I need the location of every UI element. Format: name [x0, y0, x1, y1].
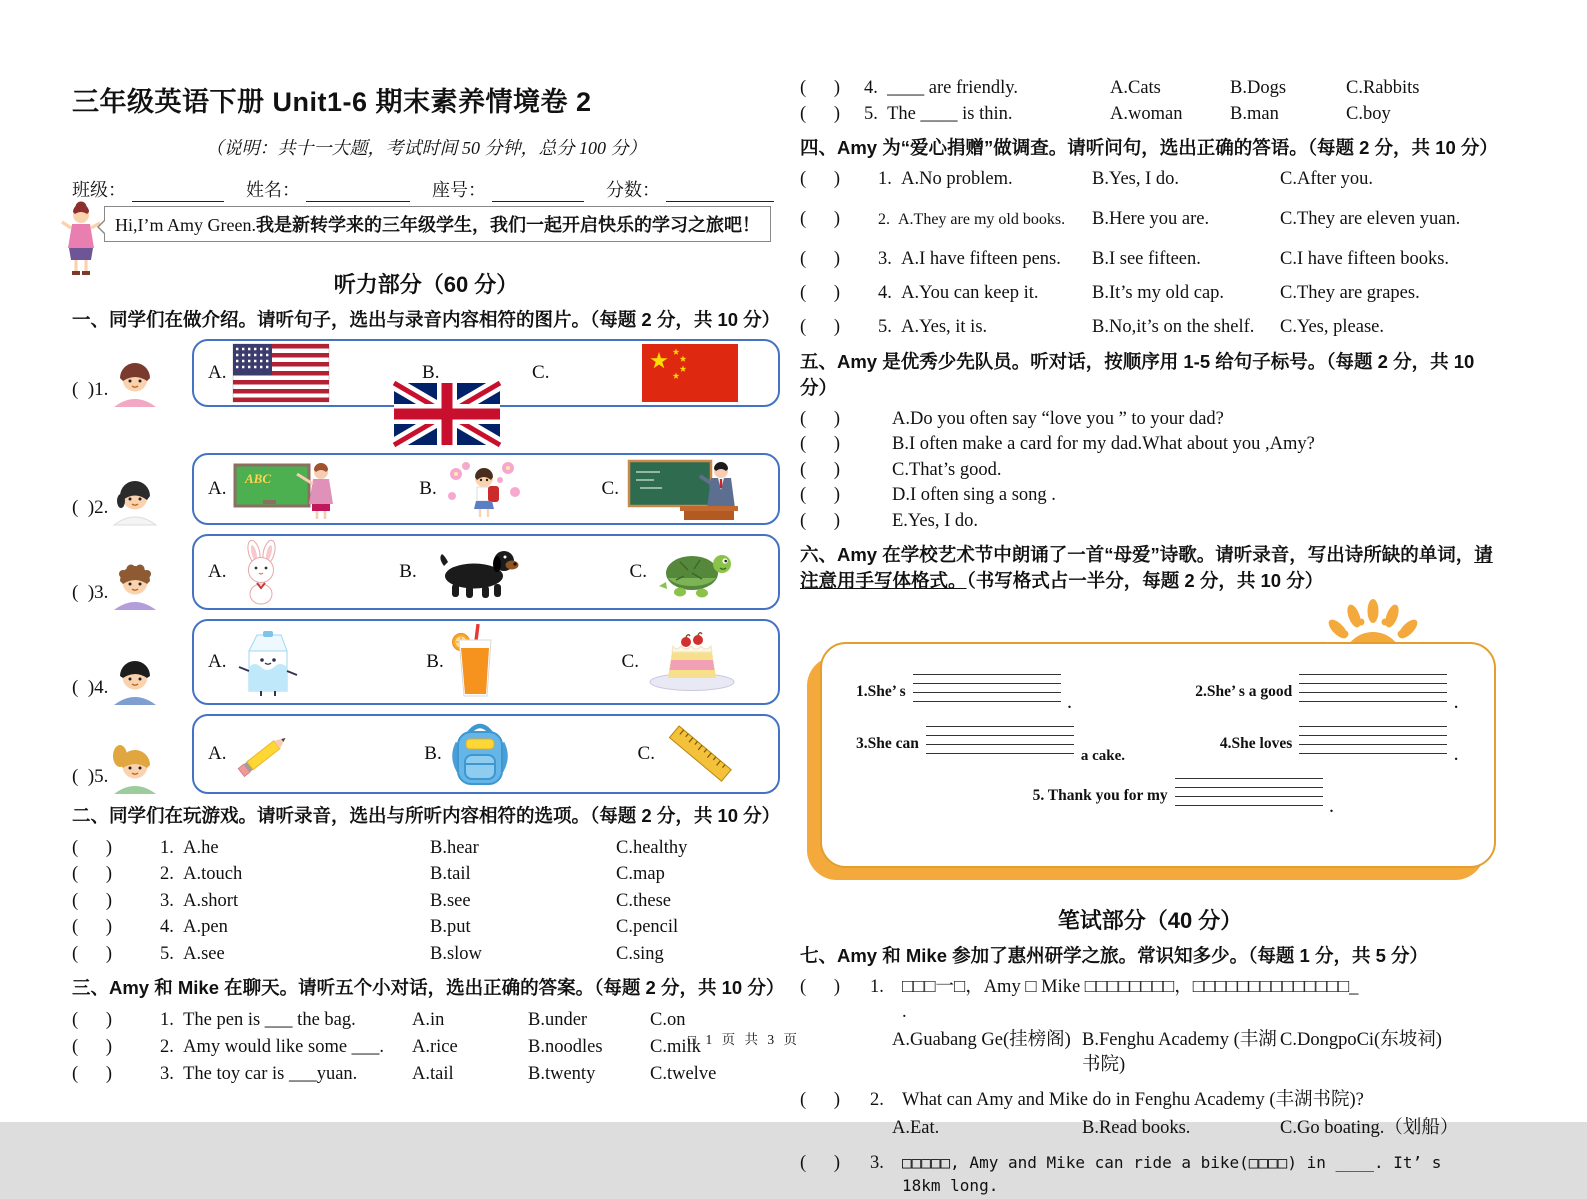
s7-question-3: [800, 1151, 1500, 1197]
answer-slot[interactable]: ( ): [800, 168, 841, 189]
poem-writing-card: [816, 642, 1494, 886]
answer-slot[interactable]: ( ): [800, 510, 841, 531]
seat-label: 座号：: [432, 180, 486, 200]
s2-row: [72, 888, 780, 915]
question-stem: □□□□□, Amy and Mike can ride a bike(□□□□) in ____. It’ s 18km long.: [902, 1152, 1442, 1195]
speech-bubble: [104, 206, 771, 242]
s2-row: [72, 941, 780, 968]
option-c: C.I have fifteen books.: [1280, 248, 1450, 269]
option-b: B.Fenghu Academy (丰湖书院): [1082, 1029, 1277, 1075]
question-stem: □□□一□，Amy □ Mike □□□□□□□□，□□□□□□□□□□□□□□_ .: [902, 976, 1359, 1022]
option-c: C.Yes, please.: [1280, 316, 1384, 337]
name-blank[interactable]: [306, 181, 410, 202]
s3-row: [72, 1007, 780, 1034]
section3-rows-right: [800, 76, 1500, 127]
answer-slot[interactable]: ( ): [800, 103, 841, 124]
answer-slot[interactable]: ( ): [72, 837, 113, 858]
s3-row: [800, 102, 1500, 128]
page-number-footer: □ 1 页 共 3 页: [688, 1032, 801, 1047]
s4-row: [800, 281, 1500, 306]
answer-slot[interactable]: ( )3.: [72, 581, 109, 603]
option-a: A.woman: [1110, 103, 1183, 124]
option-a: 4. A.You can keep it.: [878, 282, 1039, 303]
answer-slot[interactable]: ( ): [800, 434, 841, 455]
pencil-icon: [233, 728, 297, 780]
answer-slot[interactable]: ( )5.: [72, 765, 109, 787]
question-number: 3.: [870, 1152, 884, 1173]
classroom-abc-icon: [233, 458, 341, 520]
option-a: 3. A.short: [160, 890, 239, 911]
answer-slot[interactable]: ( ): [72, 890, 113, 911]
s1-options-box-4: [192, 619, 780, 705]
section1-title: 一、同学们在做介绍。请听句子，选出与录音内容相符的图片。（每题 2 分，共 10 分）: [72, 309, 781, 330]
option-c: C.milk: [650, 1037, 701, 1058]
girl-black-hair-avatar-icon: [110, 471, 160, 525]
orange-juice-icon: [451, 624, 497, 700]
answer-slot[interactable]: ( ): [800, 485, 841, 506]
option-b: B.put: [430, 917, 471, 938]
s1-options-box-1: [192, 339, 780, 407]
option-b: B.Dogs: [1230, 78, 1287, 98]
section6-title: 六、Amy 在学校艺术节中朗诵了一首“母爱”诗歌。请听录音，写出诗所缺的单词，请注意用手写体格式。（书写格式占一半分，每题 2 分，共 10 分）: [800, 544, 1493, 592]
s4-row: [800, 247, 1500, 272]
option-a-label: A.: [208, 560, 227, 582]
cake-icon: [646, 632, 738, 692]
s3-row: [72, 1034, 780, 1061]
milk-carton-icon: [233, 627, 301, 697]
writing-lines[interactable]: [1175, 778, 1323, 814]
option-b: B.see: [430, 890, 471, 911]
question-stem: What can Amy and Mike do in Fenghu Academy (丰湖书院)?: [902, 1089, 1364, 1110]
section5-rows: [800, 407, 1500, 535]
seat-blank[interactable]: [492, 181, 584, 202]
option-c: C.twelve: [650, 1064, 717, 1085]
page-title: 三年级英语下册 Unit1-6 期末素养情境卷 2: [72, 87, 592, 117]
answer-slot[interactable]: ( )1.: [72, 378, 109, 400]
option-c: C.healthy: [616, 837, 688, 858]
option-a: A.tail: [412, 1064, 454, 1085]
option-b-label: B.: [424, 742, 442, 764]
option-a: 1. A.he: [160, 837, 219, 858]
poem-blank-3: 3.She can a cake.: [856, 726, 1125, 762]
option-b: B.I see fifteen.: [1092, 248, 1201, 269]
answer-slot[interactable]: ( ): [800, 976, 841, 997]
option-c: C.sing: [616, 943, 664, 964]
s7-question-2-options: [800, 1116, 1500, 1141]
boy-brown-hair-avatar-icon: [110, 556, 160, 610]
exam-instructions: （说明：共十一大题，考试时间 50 分钟，总分 100 分）: [205, 138, 647, 158]
option-b-label: B.: [426, 650, 444, 672]
s5-row: [800, 509, 1500, 535]
s4-row: [800, 167, 1500, 192]
option-c: C.They are grapes.: [1280, 282, 1420, 303]
s5-row: [800, 432, 1500, 458]
answer-slot[interactable]: ( ): [72, 1037, 113, 1058]
s1-question-3: [72, 534, 780, 610]
option-b: B.twenty: [528, 1064, 596, 1085]
s1-options-box-3: [192, 534, 780, 610]
option-b: B.Here you are.: [1092, 208, 1210, 229]
sentence: C.That’s good.: [892, 459, 1002, 480]
rabbit-icon: [233, 539, 291, 605]
section2-title: 二、同学们在玩游戏。请听录音，选出与所听内容相符的选项。（每题 2 分，共 10 分）: [72, 804, 781, 826]
score-label: 分数：: [606, 180, 660, 200]
girl-pink-avatar-icon: [110, 353, 160, 407]
turtle-icon: [654, 544, 738, 600]
answer-slot[interactable]: ( ): [800, 316, 841, 337]
answer-slot[interactable]: ( ): [800, 208, 841, 229]
s1-options-box-5: [192, 714, 780, 794]
option-b: B.under: [528, 1010, 588, 1031]
sentence: E.Yes, I do.: [892, 510, 979, 531]
s1-question-5: [72, 714, 780, 794]
s1-options-box-2: [192, 453, 780, 525]
s5-row: [800, 483, 1500, 509]
question-stem: 1. The pen is ___ the bag.: [160, 1010, 356, 1031]
sentence: A.Do you often say “love you ” to your dad?: [892, 408, 1224, 429]
writing-lines[interactable]: [926, 726, 1074, 762]
section3-title: 三、Amy 和 Mike 在聊天。请听五个小对话，选出正确的答案。（每题 2 分，共 10 分）: [72, 977, 785, 999]
s7-question-2: [800, 1088, 1500, 1113]
option-b-label: B.: [399, 560, 417, 582]
option-a: A.Eat.: [892, 1117, 940, 1138]
answer-slot[interactable]: ( )2.: [72, 496, 109, 518]
writing-lines[interactable]: [1299, 674, 1447, 710]
poem-blank-2: 2.She’ s a good .: [1195, 674, 1458, 710]
option-c-label: C.: [629, 560, 647, 582]
question-stem: 2. Amy would like some ___.: [160, 1037, 385, 1058]
question-number: 2.: [870, 1089, 884, 1110]
option-b: B.No,it’s on the shelf.: [1092, 316, 1255, 337]
option-c: C.They are eleven yuan.: [1280, 208, 1461, 229]
option-a: 1. A.No problem.: [878, 168, 1013, 189]
svg-text:ABC: ABC: [245, 470, 272, 486]
option-a: 4. A.pen: [160, 917, 228, 938]
amy-figure-icon: [60, 200, 102, 276]
s5-row: [800, 458, 1500, 484]
intro-bubble-row: [72, 206, 780, 266]
option-c: C.pencil: [616, 917, 679, 938]
option-a: 5. A.see: [160, 943, 225, 964]
option-c: C.map: [616, 864, 665, 885]
option-a: 3. A.I have fifteen pens.: [878, 248, 1061, 269]
question-stem: 3. The toy car is ___yuan.: [160, 1064, 358, 1085]
option-c: C.these: [616, 890, 671, 911]
answer-slot[interactable]: ( ): [72, 1010, 113, 1031]
s3-row: [800, 76, 1500, 102]
backpack-icon: [449, 719, 511, 789]
writing-lines[interactable]: [1299, 726, 1447, 762]
s5-row: [800, 407, 1500, 433]
s1-question-1: [72, 339, 780, 407]
dog-icon: [424, 544, 522, 600]
option-c-label: C.: [532, 361, 550, 383]
sentence: B.I often make a card for my dad.What about you ,Amy?: [892, 434, 1315, 455]
us-flag-icon: [233, 344, 329, 402]
option-c: C.Go boating.（划船）: [1280, 1117, 1459, 1138]
question-stem: 5. The ____ is thin.: [864, 103, 1013, 124]
writing-lines[interactable]: [913, 674, 1061, 710]
option-c: C.Rabbits: [1346, 78, 1420, 98]
written-part-heading: 笔试部分（40 分）: [1057, 907, 1243, 933]
option-c: C.boy: [1346, 103, 1391, 124]
s7-question-1: [800, 975, 1500, 1025]
s7-question-1-options: [800, 1028, 1500, 1078]
section4-title: 四、Amy 为“爱心捐赠”做调查。请听问句，选出正确的答语。（每题 2 分，共 10 分）: [800, 137, 1498, 158]
answer-slot[interactable]: ( ): [800, 1152, 841, 1173]
option-a: A.Guabang Ge(挂榜阁): [892, 1029, 1071, 1050]
option-a: A.in: [412, 1010, 445, 1031]
girl-blonde-avatar-icon: [110, 740, 160, 794]
ruler-icon: [662, 725, 738, 783]
option-a: 2. A.touch: [160, 864, 243, 885]
sentence: D.I often sing a song .: [892, 485, 1056, 506]
answer-slot[interactable]: ( ): [72, 864, 113, 885]
class-label: 班级：: [72, 180, 126, 200]
s4-row: [800, 315, 1500, 340]
answer-slot[interactable]: ( ): [72, 917, 113, 938]
option-a: 2. A.They are my old books.: [878, 210, 1066, 228]
option-b-label: B.: [422, 361, 440, 383]
s1-question-4: [72, 619, 780, 705]
question-stem: 4. ____ are friendly.: [864, 78, 1018, 98]
option-b: B.It’s my old cap.: [1092, 282, 1225, 303]
poem-blank-5: 5. Thank you for my .: [1033, 778, 1334, 814]
answer-slot[interactable]: ( ): [72, 943, 113, 964]
option-b-label: B.: [419, 477, 437, 499]
option-c-label: C.: [601, 477, 619, 499]
uk-flag-icon: [394, 383, 500, 445]
s2-row: [72, 835, 780, 862]
option-b: B.tail: [430, 864, 471, 885]
option-b: B.noodles: [528, 1037, 603, 1058]
poem-blank-1: 1.She’ s .: [856, 674, 1071, 710]
option-b: B.man: [1230, 103, 1279, 124]
question-number: 1.: [870, 976, 884, 997]
section4-rows: [800, 167, 1500, 340]
listening-part-heading: 听力部分（60 分）: [333, 272, 519, 297]
answer-slot[interactable]: ( )4.: [72, 676, 109, 698]
option-a: 5. A.Yes, it is.: [878, 316, 988, 337]
s3-row: [72, 1061, 780, 1088]
answer-slot[interactable]: ( ): [800, 408, 841, 429]
option-a: A.Cats: [1110, 78, 1161, 98]
answer-slot[interactable]: ( ): [800, 282, 841, 303]
section7-title: 七、Amy 和 Mike 参加了惠州研学之旅。常识知多少。（每题 1 分，共 5 分）: [800, 944, 1429, 966]
s2-row: [72, 914, 780, 941]
option-a-label: A.: [208, 477, 227, 499]
option-b: B.Read books.: [1082, 1117, 1191, 1138]
teacher-blackboard-icon: [626, 458, 738, 520]
left-column: [72, 80, 785, 1088]
option-c: C.After you.: [1280, 168, 1373, 189]
right-column: [800, 76, 1500, 1199]
answer-slot[interactable]: ( ): [800, 459, 841, 480]
option-c: C.on: [650, 1010, 686, 1031]
answer-slot[interactable]: ( ): [800, 248, 841, 269]
option-c-label: C.: [621, 650, 639, 672]
option-b: B.hear: [430, 837, 479, 858]
option-c: C.DongpoCi(东坡祠): [1280, 1029, 1442, 1050]
china-flag-icon: [642, 344, 738, 402]
section5-title: 五、Amy 是优秀少先队员。听对话，按顺序用 1-5 给句子标号。（每题 2 分，共 10 分）: [800, 350, 1475, 398]
answer-slot[interactable]: ( ): [72, 1064, 113, 1085]
option-a-label: A.: [208, 742, 227, 764]
s2-row: [72, 861, 780, 888]
s1-question-2: [72, 453, 780, 525]
option-c-label: C.: [637, 742, 655, 764]
class-blank[interactable]: [132, 181, 224, 202]
name-label: 姓名：: [246, 180, 300, 200]
answer-slot[interactable]: ( ): [800, 78, 841, 98]
score-blank[interactable]: [666, 181, 774, 202]
option-b: B.Yes, I do.: [1092, 168, 1180, 189]
poem-blank-4: 4.She loves .: [1220, 726, 1458, 762]
girl-with-flowers-icon: [444, 458, 524, 520]
boy-black-hair-avatar-icon: [110, 651, 160, 705]
speech-chinese: 我是新转学来的三年级学生，我们一起开启快乐的学习之旅吧！: [255, 215, 760, 235]
card: [820, 642, 1496, 868]
option-a-label: A.: [208, 361, 227, 383]
answer-slot[interactable]: ( ): [800, 1089, 841, 1110]
option-a: A.rice: [412, 1037, 458, 1058]
section3-rows-left: [72, 1007, 780, 1088]
section2-rows: [72, 835, 780, 968]
option-b: B.slow: [430, 943, 482, 964]
student-info-row: [72, 176, 780, 202]
handwriting-note: 请注意用手写体格式。: [800, 544, 1493, 592]
option-a-label: A.: [208, 650, 227, 672]
s4-row: [800, 207, 1500, 232]
speech-english: Hi,I’m Amy Green.: [115, 215, 256, 235]
